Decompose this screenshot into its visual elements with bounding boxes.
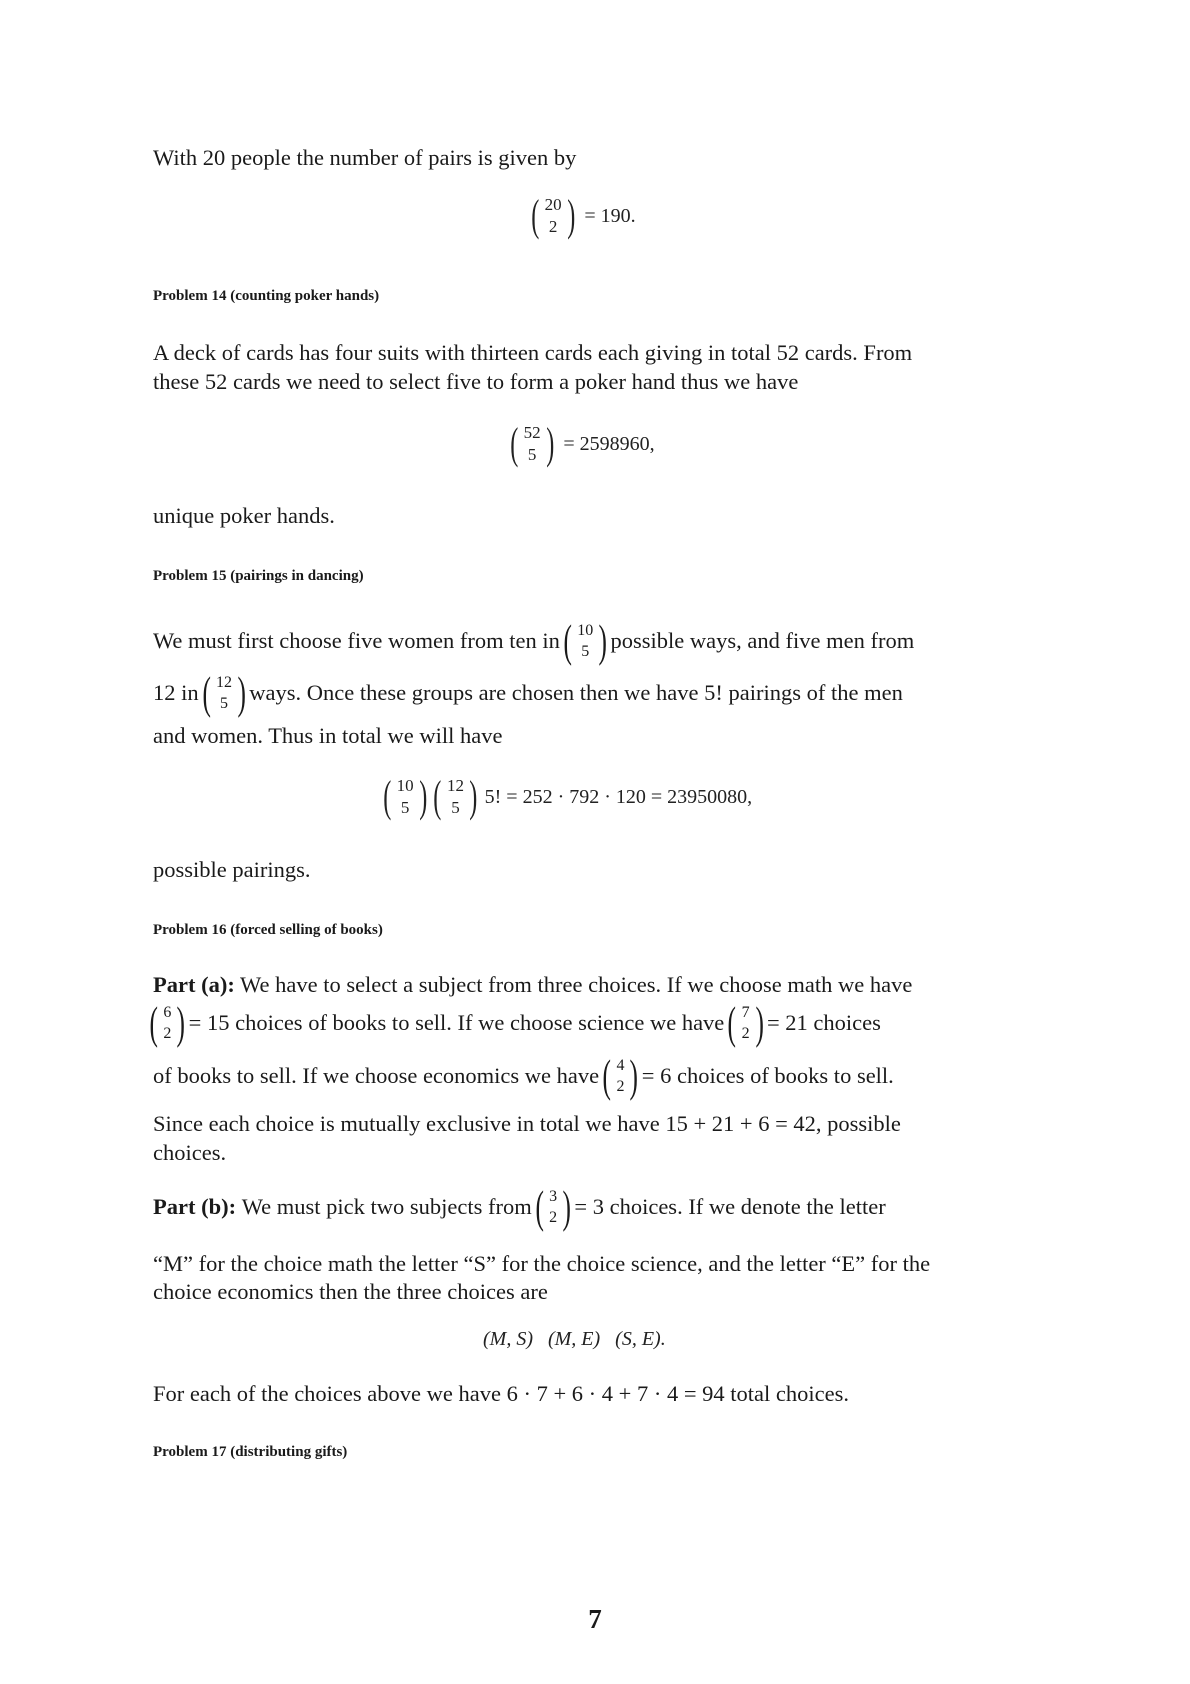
p14-line1: A deck of cards has four suits with thirteen cards each giving in total 52 cards. From [153,340,913,365]
problem-17-heading: Problem 17 (distributing gifts) [153,1444,348,1460]
p13-text: With 20 people the number of pairs is given by [153,145,577,170]
binomial-7-2: ( 7 2 ) [727,997,764,1048]
problem-14-heading: Problem 14 (counting poker hands) [153,288,380,304]
binomial-12-5-eq: ( 12 5 ) [433,772,478,821]
p16b-line3: choice economics then the three choices are [153,1279,548,1304]
binomial-4-2: ( 4 2 ) [602,1050,639,1101]
p15-line3: and women. Thus in total we will have [153,723,503,748]
binomial-10-5-eq: ( 10 5 ) [383,772,428,821]
binomial-10-5: ( 10 5 ) [563,615,608,666]
p16b-line4: For each of the choices above we have 6 · 7 + 6 · 4 + 7 · 4 = 94 total choices. [153,1381,849,1406]
p14-equation: ( 52 5 ) = 2598960, [507,422,655,466]
p16a-line2: ( 6 2 ) = 15 choices of books to sell. If we choose science we have ( 7 2 ) = 21 choices [146,1000,881,1046]
p16a-line1: Part (a): We have to select a subject from three choices. If we choose math we have [153,972,913,997]
p16a-line4: Since each choice is mutually exclusive in total we have 15 + 21 + 6 = 42, possible [153,1111,901,1136]
problem-15-heading: Problem 15 (pairings in dancing) [153,568,364,584]
binomial-12-5: ( 12 5 ) [202,667,246,718]
p16a-line3: of books to sell. If we choose economics we have ( 4 2 ) = 6 choices of books to sell. [153,1050,894,1101]
binomial-20-2: ( 20 2 ) [531,191,576,240]
p16b-equation: (M, S) (M, E) (S, E). [483,1328,666,1350]
binomial-6-2: ( 6 2 ) [149,997,186,1048]
p15-line1: We must first choose five women from ten in ( 10 5 ) possible ways, and five men from [153,615,915,666]
page-number: 7 [588,1604,602,1634]
p14-line3: unique poker hands. [153,503,335,528]
p16b-line2: “M” for the choice math the letter “S” for the choice science, and the letter “E” for the [153,1251,931,1276]
p15-line4: possible pairings. [153,857,311,882]
p15-equation: ( 10 5 ) ( 12 5 ) 5! = 252 · 792 · 120 = 23950080, [380,775,752,819]
problem-16-heading: Problem 16 (forced selling of books) [153,922,383,938]
p13-equation: ( 20 2 ) = 190. [528,194,636,238]
p14-line2: these 52 cards we need to select five to form a poker hand thus we have [153,369,799,394]
p16b-line1: Part (b): We must pick two subjects from ( 3 2 ) = 3 choices. If we denote the letter [153,1181,886,1232]
binomial-3-2: ( 3 2 ) [535,1181,571,1232]
p16a-line5: choices. [153,1140,227,1165]
binomial-52-5: ( 52 5 ) [510,419,555,468]
p15-line2: 12 in ( 12 5 ) ways. Once these groups are chosen then we have 5! pairings of the men [153,667,903,718]
